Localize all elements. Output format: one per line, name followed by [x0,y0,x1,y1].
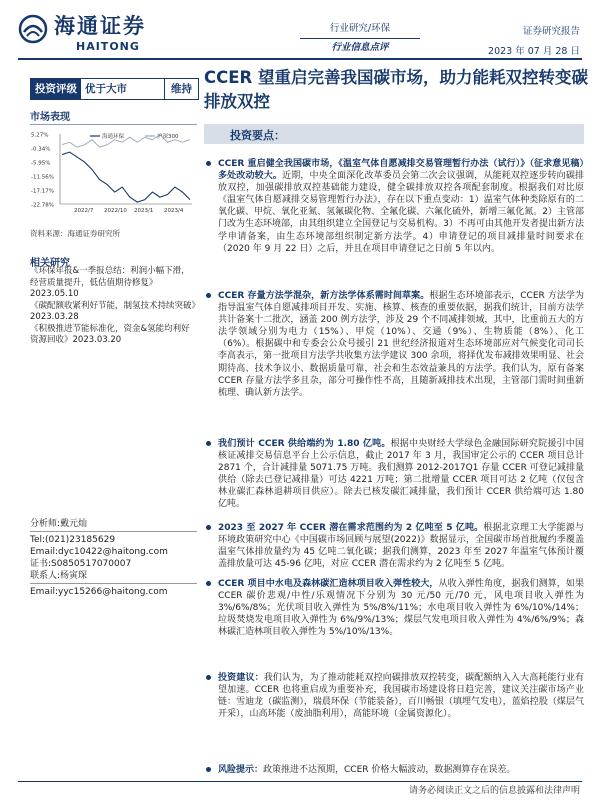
key-point [204,522,584,570]
bullet-icon [206,767,211,772]
key-point-lead: CCER 项目中水电及森林碳汇造林项目收入弹性较大， [218,579,439,589]
key-point-lead: 我们预计 CCER 供给端约为 1.80 亿吨。 [218,439,391,449]
footer-divider [18,781,582,782]
key-point-text: 根据中央财经大学绿色金融国际研究院援引中国核证减排交易信息平台上公示信息，截止 2017 年 3 月，我国审定公示的 CCER 项目总计 2871 个，合计减排量 5071.75 万吨。我们测算 2012-2017Q1 存量 CCER 可登记减排量供给（除去已登记减排量）可达 4221 万吨；第二批增量 CCER 项目可达 2 亿吨（仅包含林业碳汇森林退耕项目供应）。除去已核发碳汇减排量，我们预计 CCER 供给端可达 1.80 亿吨。 [218,439,584,510]
related-heading: 相关研究 [30,258,70,269]
key-point [204,764,584,776]
series-line-0 [62,152,190,202]
y-tick-label: -5.95% [31,160,51,167]
key-point-lead: CCER 存量方法学混杂，新方法学体系需时间草案。 [218,291,430,301]
bullet-icon [206,161,211,166]
analyst-divider [30,531,197,532]
x-tick-label: 2023/1 [134,208,154,214]
key-point-lead: CCER 重启健全我国碳市场，《温室气体自愿减排交易管理暂行办法（试行）》（征求意见稿）多处改动较大。 [218,159,584,182]
report-meta [488,22,580,62]
subcategory-label: 行业信息点评 [331,42,389,53]
bullet-icon [206,525,211,530]
report-title: CCER 望重启完善我国碳市场，助力能耗双控转变碳排放双控 [204,68,588,111]
key-point-text: 政策推进不达预期，CCER 价格大幅波动，数据测算存在误差。 [263,765,516,775]
bullet-icon [206,293,211,298]
related-research-list [30,266,197,347]
key-point [204,290,584,399]
chart-layer [31,132,192,214]
header-divider [18,58,582,60]
key-point-text: 从收入弹性角度，据我们测算，如果 CCER 碳价悲观/中性/乐观情况下分别为 30 元/50 元/70 元，风电项目收入弹性为 3%/6%/8%；光伏项目收入弹性为 5%/8%/11%；水电项目收入弹性为 6%/10%/14%；垃圾焚烧发电项目收入弹性为 6%/9%/13%；煤层气发电项目收入弹性为 4%/6%/9%；森林碳汇造林项目收入弹性为 5%/10%/13%。 [218,579,584,638]
related-item[interactable]: 2023.05.10 [30,289,79,299]
bullet-icon [206,675,211,680]
key-point-lead: 风险提示： [218,765,264,775]
analyst-cert: 证书:S0850517070007 [30,559,132,569]
legend-label: 沪深300 [157,134,179,140]
analyst-divider [30,583,197,584]
investment-rating [30,78,199,100]
analyst-label: 联系人:杨寅琛 [30,571,88,581]
key-point-text: 根据北京理工大学能源与环境政策研究中心《中国碳市场回顾与展望(2022)》数据显示，全国碳市场首批履约季覆盖温室气体排放量约为 45 亿吨二氧化碳；据我们测算，2023 年至 2027 年温室气体预计覆盖排放量可达 45-96 亿吨，对应 CCER 潜在需求约为 2 亿吨至 5 亿吨。 [218,523,584,570]
rating-label: 投资评级 [31,79,81,99]
logo-chinese-name: 海通证券 [54,13,146,38]
x-tick-label: 2022/7 [74,208,94,214]
x-tick-label: 2023/4 [164,208,184,214]
bullet-icon [206,441,211,446]
key-point-lead: 投资建议： [218,673,264,683]
market-divider [30,124,197,125]
key-point [204,158,584,255]
category-label: 行业研究/环保 [329,23,391,34]
rating-value: 优于大市 [85,83,127,95]
analyst-label: 分析师:戴元灿 [30,519,88,529]
analyst-tel: Tel:(021)23185629 [30,535,116,545]
analyst-email[interactable]: Email:yyc15266@haitong.com [30,587,168,597]
company-logo [18,10,168,60]
report-category [300,22,420,55]
key-point-text: 近期，中央全面深化改革委员会第二次会议强调，从能耗双控逐步转向碳排放双控，加强碳排放双控基础能力建设，健全碳排放双控各项配套制度。根据我们对比原《温室气体自愿减排交易管理暂行办法》，存在以下重点变动：1）温室气体种类除原有的二氧化碳、甲烷、氧化亚氮、氢氟碳化物、全氟化碳、六氟化硫外，新增三氟化氮。2）主管部门改为生态环境部，由其组织建立全国登记与交易机构。3）不再可由其他开发者提出新方法学申请备案，由生态环境部组织制定新方法学。4）申请登记的项目减排量时间要求在（2020 年 9 月 22 日）之后，并且在项目申请登记之日前 5 年以内。 [218,171,584,254]
market-performance-chart [30,128,197,218]
key-point [204,438,584,511]
y-tick-label: -0.34% [31,146,51,153]
y-tick-label: -22.78% [31,202,54,209]
related-item[interactable]: 《环保年报&一季报总结：利润小幅下滑，经营质量提升，低估值期待修复》 [30,266,190,288]
legend-label: 海通环保 [102,134,125,140]
y-tick-label: -17.17% [31,188,54,195]
rating-action: 维持 [164,79,198,99]
analyst-contacts [30,518,197,598]
disclaimer-footer: 请务必阅读正文之后的信息披露和法律声明 [408,786,580,796]
chart-source: 资料来源：海通证券研究所 [30,229,120,238]
report-date: 2023 年 07 月 28 日 [488,46,580,57]
key-point-lead: 2023 至 2027 年 CCER 潜在需求范围约为 2 亿吨至 5 亿吨。 [218,523,484,533]
y-tick-label: -11.56% [31,174,54,181]
key-point [204,578,584,638]
analyst-email[interactable]: Email:dyc10422@haitong.com [30,547,168,557]
key-points-header [204,124,584,144]
related-item[interactable]: 《积极推进节能标准化，资金&氢能均利好资源回收》2023.03.20 [30,323,190,345]
report-type: 证券研究报告 [522,26,580,37]
haitong-logo-icon [18,14,48,44]
market-heading: 市场表现 [30,112,70,123]
x-tick-label: 2022/10 [104,208,127,214]
y-tick-label: 5.27% [31,132,49,139]
related-item[interactable]: 《碳配额收紧利好节能，制氢技术持续突破》2023.03.28 [30,300,196,322]
key-point-text: 根据生态环境部表示，CCER 方法学为指导温室气体自愿减排项目开发、实施、核算、核查的重要依据，据我们统计，目前方法学共计备案十二批次，涵盖 200 例方法学，涉及 29 个不同减排领域，其中，比重前五大的方法学领域分别为电力（15%）、甲烷（10%）、交通（9%）、生物质能（8%）、化工（6%）。根据碳中和专委会公众号援引 21 世纪经济报道对生态环境部应对气候变化司司长李高表示，第一批项目方法学共收集方法学建议 300 余项，将择优发布减排效果明显、社会期待高、技术争议小、数据质量可靠，社会和生态效益兼具的方法学。我们认为，原有备案 CCER 存量方法学多且杂，部分可操作性不高，且随新减排技术出现，主管部门需时间重新梳理、确认新方法学。 [218,291,584,398]
key-points-title: 投资要点： [230,129,285,142]
logo-english-name: HAITONG [76,40,140,53]
key-point [204,672,584,720]
bullet-icon [206,581,211,586]
key-point-text: 我们认为，为了推动能耗双控向碳排放双控转变，碳配额纳入入大高耗能行业有望加速。CCER 也将重启成为重要补充，我国碳市场建设将日趋完善，建议关注碳市场产业链：雪迪龙（碳监测），瑞晨环保（节能装备），百川畅银（填埋气发电），蓝焰控股（煤层气开采），山高环能（废油脂利用），高能环境（金属资源化）。 [218,673,584,720]
